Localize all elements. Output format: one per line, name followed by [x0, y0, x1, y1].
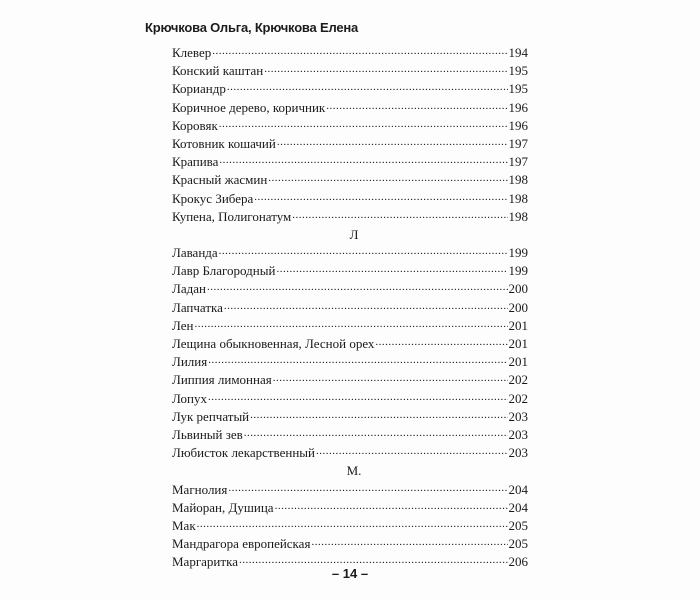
toc-entry-page: 203: [508, 408, 528, 424]
toc-entry-page: 202: [508, 372, 528, 388]
toc-entry-title: Лук репчатый: [172, 408, 250, 424]
toc-entry-title: Майоран, Душица: [172, 499, 274, 515]
toc-entry-page: 194: [508, 45, 528, 60]
toc-entry-title: Липпия лимонная: [172, 372, 272, 388]
toc-entry-page: 198: [508, 190, 528, 206]
toc-entry-title: Кориандр: [172, 81, 226, 97]
toc-entry-title: Лопух: [172, 390, 207, 406]
dot-leader: [254, 187, 507, 206]
toc-entry-page: 198: [508, 208, 528, 224]
toc-entry-title: Коровяк: [172, 117, 218, 133]
toc-entry-page: 198: [508, 172, 528, 188]
toc-entry-page: 196: [508, 99, 528, 115]
dot-leader: [208, 350, 507, 369]
toc-entry-page: 195: [508, 81, 528, 97]
dot-leader: [268, 168, 507, 187]
toc-entry-title: Клевер: [172, 45, 212, 60]
page-number: – 14 –: [331, 566, 369, 581]
toc-entry-title: Лен: [172, 317, 194, 333]
dot-leader: [219, 241, 508, 260]
toc-entry-title: Любисток лекарственный: [172, 445, 315, 461]
toc-entry-page: 203: [508, 426, 528, 442]
dot-leader: [250, 405, 507, 424]
dot-leader: [264, 59, 507, 78]
toc-entry-title: Лаванда: [172, 245, 218, 261]
toc-entry-title: Маргаритка: [172, 554, 238, 570]
toc-entry-page: 197: [508, 154, 528, 170]
dot-leader: [326, 96, 507, 115]
dot-leader: [224, 296, 508, 315]
dot-leader: [244, 423, 508, 442]
dot-leader: [227, 77, 508, 96]
toc-entry-title: Лилия: [172, 354, 208, 370]
dot-leader: [212, 41, 507, 60]
toc-entry-page: 199: [508, 245, 528, 261]
dot-leader: [207, 277, 508, 296]
dot-leader: [277, 132, 508, 151]
toc-entry-page: 204: [508, 481, 528, 497]
toc-entry-title: Лещина обыкновенная, Лесной орех: [172, 336, 375, 351]
toc-entry-title: Крокус Зибера: [172, 190, 254, 206]
toc-entry-page: 200: [508, 299, 528, 315]
toc-entry-page: 196: [508, 117, 528, 133]
toc-entry: [172, 444, 528, 462]
toc-entry-title: Крапива: [172, 154, 219, 170]
section-letter: Л: [349, 226, 359, 242]
toc-entry: [172, 208, 528, 226]
toc-entry-title: Мандрагора европейская: [172, 536, 311, 552]
toc-entry-title: Красный жасмин: [172, 172, 268, 188]
table-of-contents: [172, 44, 528, 571]
toc-entry-title: Коричное дерево, коричник: [172, 99, 326, 115]
toc-entry-page: 205: [508, 517, 528, 533]
toc-entry-page: 200: [508, 281, 528, 297]
dot-leader: [197, 514, 508, 533]
toc-entry-title: Магнолия: [172, 481, 228, 497]
dot-leader: [276, 259, 507, 278]
dot-leader: [194, 314, 507, 333]
toc-entry-page: 205: [508, 536, 528, 552]
toc-entry-page: 195: [508, 63, 528, 79]
dot-leader: [219, 114, 508, 133]
toc-entry-page: 204: [508, 499, 528, 515]
dot-leader: [273, 368, 508, 387]
dot-leader: [292, 205, 507, 224]
dot-leader: [275, 496, 508, 515]
toc-entry-page: 201: [508, 336, 528, 351]
dot-leader: [219, 150, 507, 169]
toc-entry-title: Лапчатка: [172, 299, 223, 315]
toc-entry-page: 202: [508, 390, 528, 406]
toc-entry-title: Лавр Благородный: [172, 263, 276, 279]
dot-leader: [228, 478, 507, 497]
dot-leader: [311, 532, 507, 551]
toc-entry-page: 201: [508, 317, 528, 333]
toc-entry-title: Ладан: [172, 281, 206, 297]
toc-entry-page: 201: [508, 354, 528, 370]
toc-entry-title: Конский каштан: [172, 63, 264, 79]
toc-entry-page: 203: [508, 445, 528, 461]
running-header: Крючкова Ольга, Крючкова Елена: [145, 20, 359, 35]
toc-entry-page: 199: [508, 263, 528, 279]
toc-entry-title: Купена, Полигонатум: [172, 208, 292, 224]
dot-leader: [316, 441, 508, 460]
toc-entry-title: Мак: [172, 517, 196, 533]
dot-leader: [208, 387, 508, 406]
section-letter: М.: [346, 463, 362, 479]
toc-entry-page: 206: [508, 554, 528, 570]
dot-leader: [375, 332, 507, 351]
toc-entry-page: 197: [508, 135, 528, 151]
toc-entry-title: Котовник кошачий: [172, 135, 276, 151]
toc-entry-title: Львиный зев: [172, 426, 243, 442]
